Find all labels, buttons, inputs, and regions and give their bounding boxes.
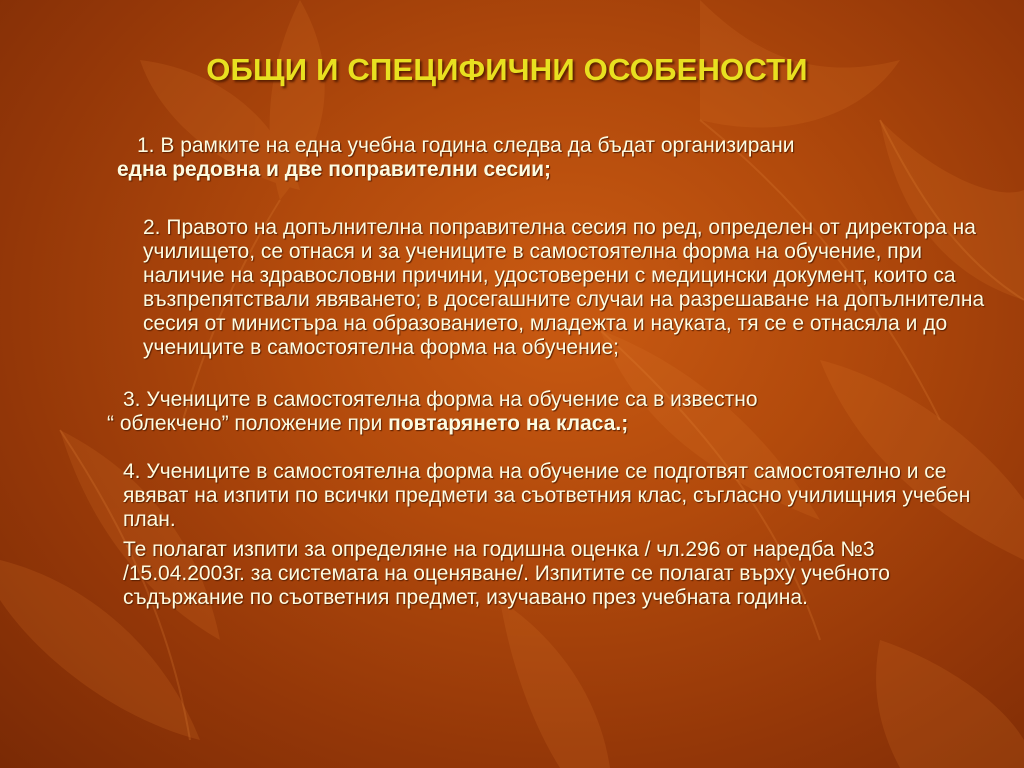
paragraph-2-text: 2. Правото на допълнителна поправителна сесия по ред, определен от директора на училището, се отнася и за учениците в самостоятелна форма на обучение, при наличие на здравословни причини, удостоверени с медицински документ, които са възпрепятствали явяването; в досегашните случаи на разрешаване на допълнителна сесия от министъра на образованието, младежта и науката, тя се е отнасяла и до учениците в самостоятелна форма на обучение; [143,216,985,359]
slide-body [107,134,987,610]
paragraph-5 [117,538,987,610]
paragraph-4 [117,460,987,532]
paragraph-4-text: 4. Учениците в самостоятелна форма на обучение се подготвят самостоятелно и се явяват на изпити по всички предмети за съответния клас, съгласно училищния учебен план. [123,460,971,531]
paragraph-3-text-2: “ облекчено” положение при [107,412,389,435]
slide-title: ОБЩИ И СПЕЦИФИЧНИ ОСОБЕНОСТИ [206,52,808,87]
paragraph-3-bold: повтарянето на класа.; [388,412,629,435]
paragraph-1-bold: една редовна и две поправителни сесии; [117,158,552,181]
paragraph-2 [117,216,987,360]
paragraph-3-line-2 [107,412,987,436]
paragraph-1 [117,134,987,182]
paragraph-3-text: 3. Учениците в самостоятелна форма на обучение са в известно [123,388,758,411]
paragraph-5-text: Те полагат изпити за определяне на годишна оценка / чл.296 от наредба №3 /15.04.2003г. за системата на оценяване/. Изпитите се полагат върху учебното съдържание по съответния предмет, изучавано през учебната година. [123,538,890,609]
paragraph-1-text: 1. В рамките на една учебна година следва да бъдат организирани [137,134,795,157]
paragraph-3 [107,388,987,436]
